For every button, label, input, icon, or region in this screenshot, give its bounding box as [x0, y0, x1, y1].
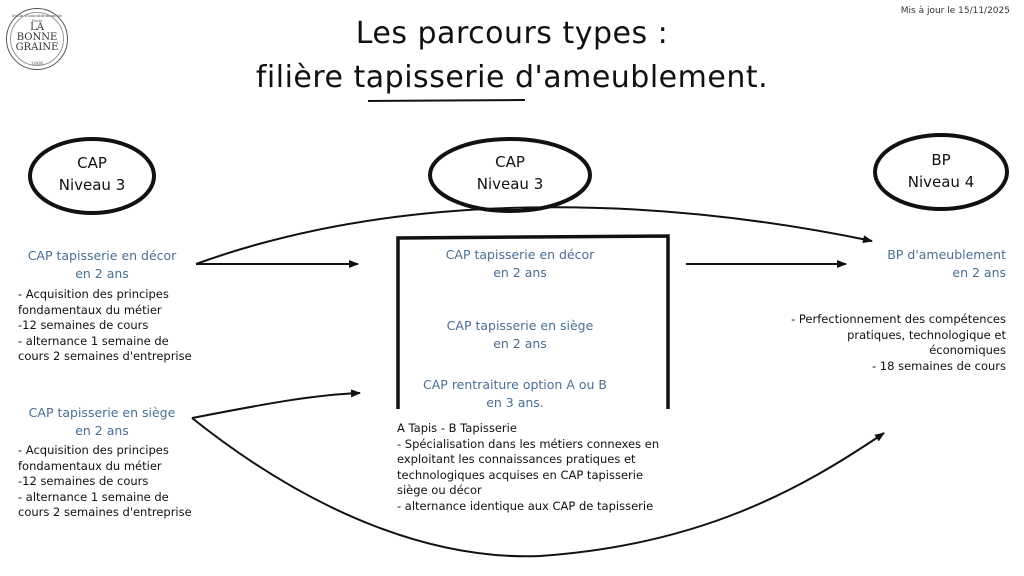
page-title-line2: filière tapisserie d'ameublement. [255, 60, 769, 95]
arrow-siege-to-middle [192, 393, 360, 418]
logo-brand-line3: GRAINE [15, 42, 59, 53]
page-title-line1: Les parcours types : [355, 16, 669, 51]
logo-brand-line2: BONNE [16, 32, 58, 43]
middle-rentraiture-title: CAP rentraiture option A ou B en 3 ans. [423, 377, 607, 410]
level-label-2: CAP Niveau 3 [476, 153, 544, 193]
left-siege-title: CAP tapisserie en siège en 2 ans [28, 405, 176, 438]
logo-brand-line1: LA [30, 22, 44, 33]
logo-top-text: Ecole d'ameublement de Paris [11, 13, 63, 23]
level-label-1: CAP Niveau 3 [58, 154, 126, 194]
left-decor-details: - Acquisition des principes fondamentaux du métier -12 semaines de cours - alternance 1 semaine de cours 2 semaines d'entreprise [18, 287, 192, 363]
update-date: Mis à jour le 15/11/2025 [900, 6, 1010, 16]
left-siege-details: - Acquisition des principes fondamentaux du métier -12 semaines de cours - alternance 1 semaine de cours 2 semaines d'entreprise [18, 443, 192, 519]
middle-siege-title: CAP tapisserie en siège en 2 ans [446, 318, 594, 351]
logo-year: 1866 [30, 61, 44, 67]
left-decor-title: CAP tapisserie en décor en 2 ans [27, 248, 177, 281]
title-underline [368, 100, 525, 101]
level-label-3: BP Niveau 4 [907, 151, 975, 191]
middle-details: A Tapis - B Tapisserie - Spécialisation dans les métiers connexes en exploitant les connaissances pratiques et technologiques acquises en CAP tapisserie siège ou décor - alternance identique aux CAP de tapisserie [397, 421, 660, 513]
middle-decor-title: CAP tapisserie en décor en 2 ans [445, 247, 595, 280]
right-bp-details: - Perfectionnement des compétences pratiques, technologique et économiques - 18 semaines de cours [791, 312, 1006, 373]
right-bp-title: BP d'ameublement en 2 ans [887, 247, 1006, 280]
